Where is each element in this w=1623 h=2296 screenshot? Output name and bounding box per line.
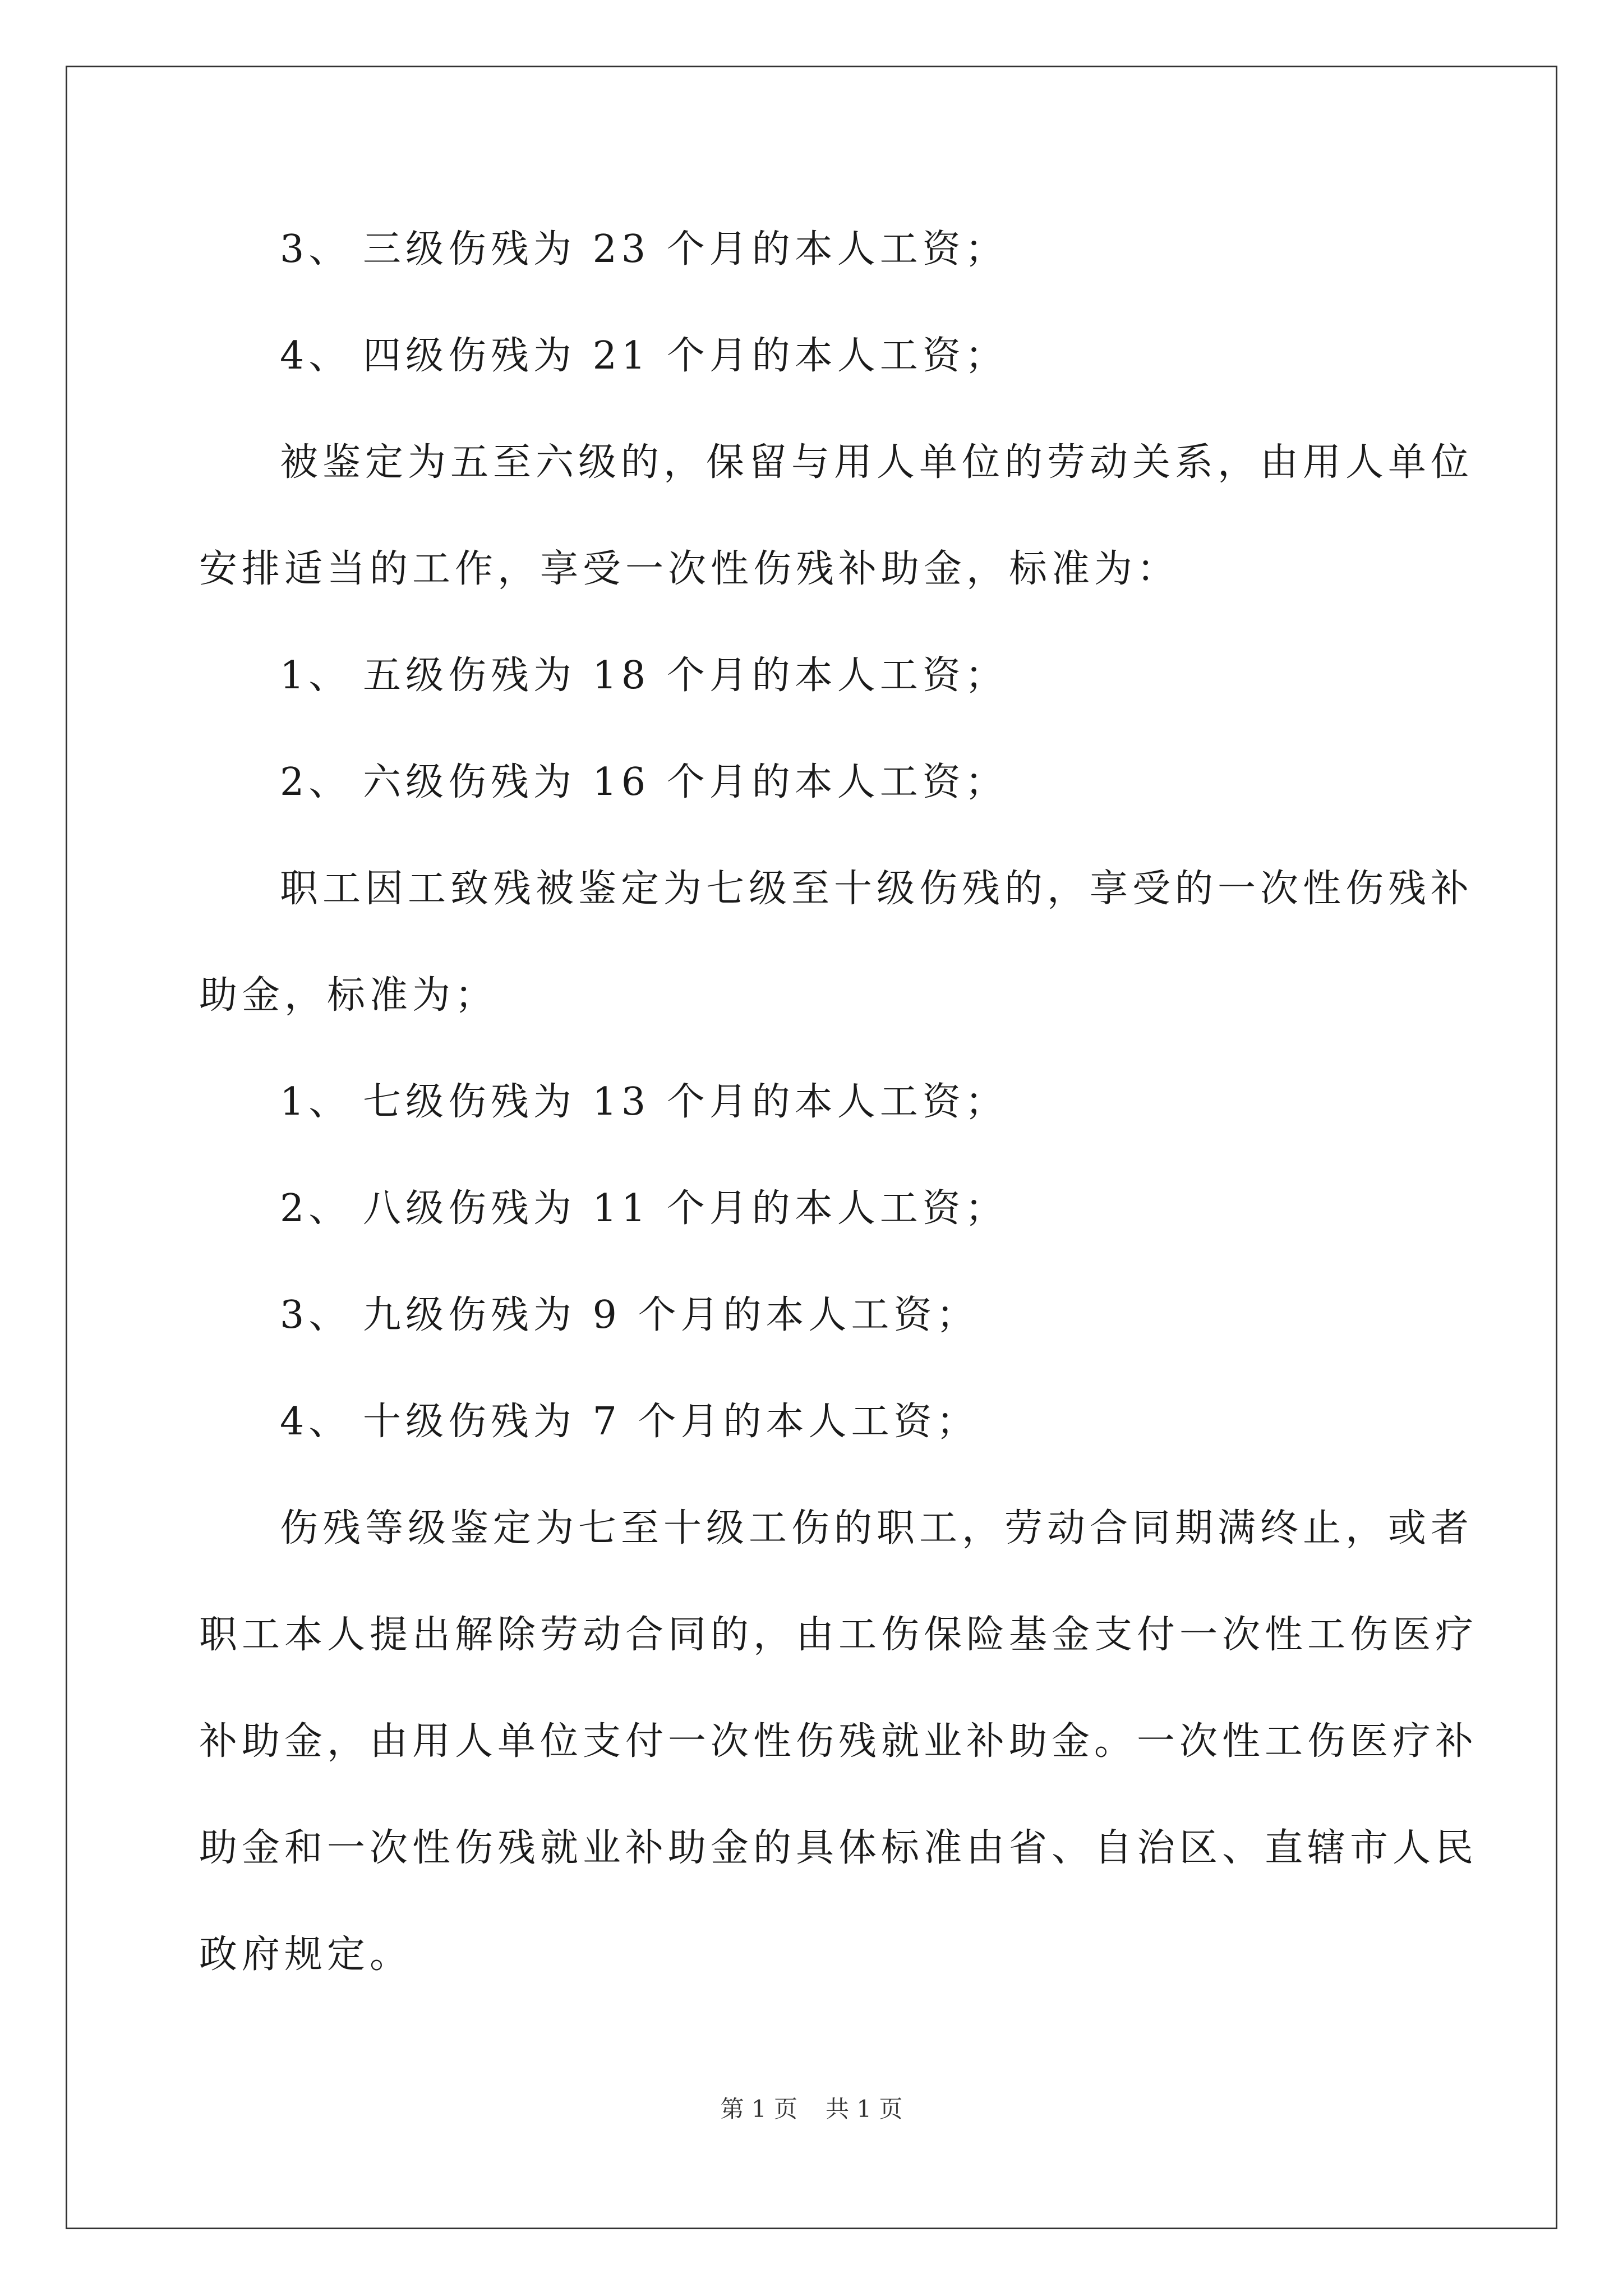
list-item — [280, 328, 1008, 384]
paragraph-line: 助金和一次性伤残就业补助金的具体标准由省、自治区、直辖市人民 — [199, 1826, 1478, 1870]
list-text: 七级伤残为 13 个月的本人工资； — [363, 1080, 1008, 1124]
page-footer — [0, 2092, 1623, 2126]
list-item — [280, 754, 1008, 811]
list-number: 2、 — [280, 1186, 352, 1231]
list-text: 十级伤残为 7 个月的本人工资； — [363, 1400, 979, 1444]
paragraph-line: 补助金，由用人单位支付一次性伤残就业补助金。一次性工伤医疗补 — [199, 1719, 1478, 1764]
list-text: 九级伤残为 9 个月的本人工资； — [363, 1293, 979, 1337]
page-border — [66, 66, 1557, 2229]
list-item — [280, 1181, 1008, 1237]
list-text: 六级伤残为 16 个月的本人工资； — [363, 760, 1008, 804]
list-number: 1、 — [280, 654, 352, 698]
list-text: 四级伤残为 21 个月的本人工资； — [363, 334, 1008, 378]
paragraph-line: 伤残等级鉴定为七至十级工伤的职工，劳动合同期满终止，或者 — [280, 1506, 1474, 1550]
paragraph-line: 职工本人提出解除劳动合同的，由工伤保险基金支付一次性工伤医疗 — [199, 1613, 1478, 1657]
paragraph-line: 助金，标准为； — [199, 973, 498, 1018]
list-number: 3、 — [280, 227, 352, 272]
list-number: 2、 — [280, 760, 352, 804]
page-number: 第 1 页 — [720, 2095, 797, 2123]
list-item — [280, 222, 1008, 278]
page-total: 共 1 页 — [826, 2095, 903, 2123]
list-item — [280, 1394, 979, 1450]
paragraph-line: 职工因工致残被鉴定为七级至十级伤残的，享受的一次性伤残补 — [280, 867, 1474, 911]
list-number: 4、 — [280, 334, 352, 378]
paragraph-line: 安排适当的工作，享受一次性伤残补助金，标准为： — [199, 547, 1180, 591]
list-number: 3、 — [280, 1293, 352, 1337]
list-text: 三级伤残为 23 个月的本人工资； — [363, 227, 1008, 272]
list-text: 五级伤残为 18 个月的本人工资； — [363, 654, 1008, 698]
paragraph-line: 政府规定。 — [199, 1932, 413, 1977]
list-text: 八级伤残为 11 个月的本人工资； — [363, 1186, 1008, 1231]
list-item — [280, 1287, 979, 1343]
list-number: 4、 — [280, 1400, 352, 1444]
paragraph-line: 被鉴定为五至六级的，保留与用人单位的劳动关系，由用人单位 — [280, 440, 1474, 485]
list-item — [280, 648, 1008, 704]
list-item — [280, 1074, 1008, 1130]
list-number: 1、 — [280, 1080, 352, 1124]
